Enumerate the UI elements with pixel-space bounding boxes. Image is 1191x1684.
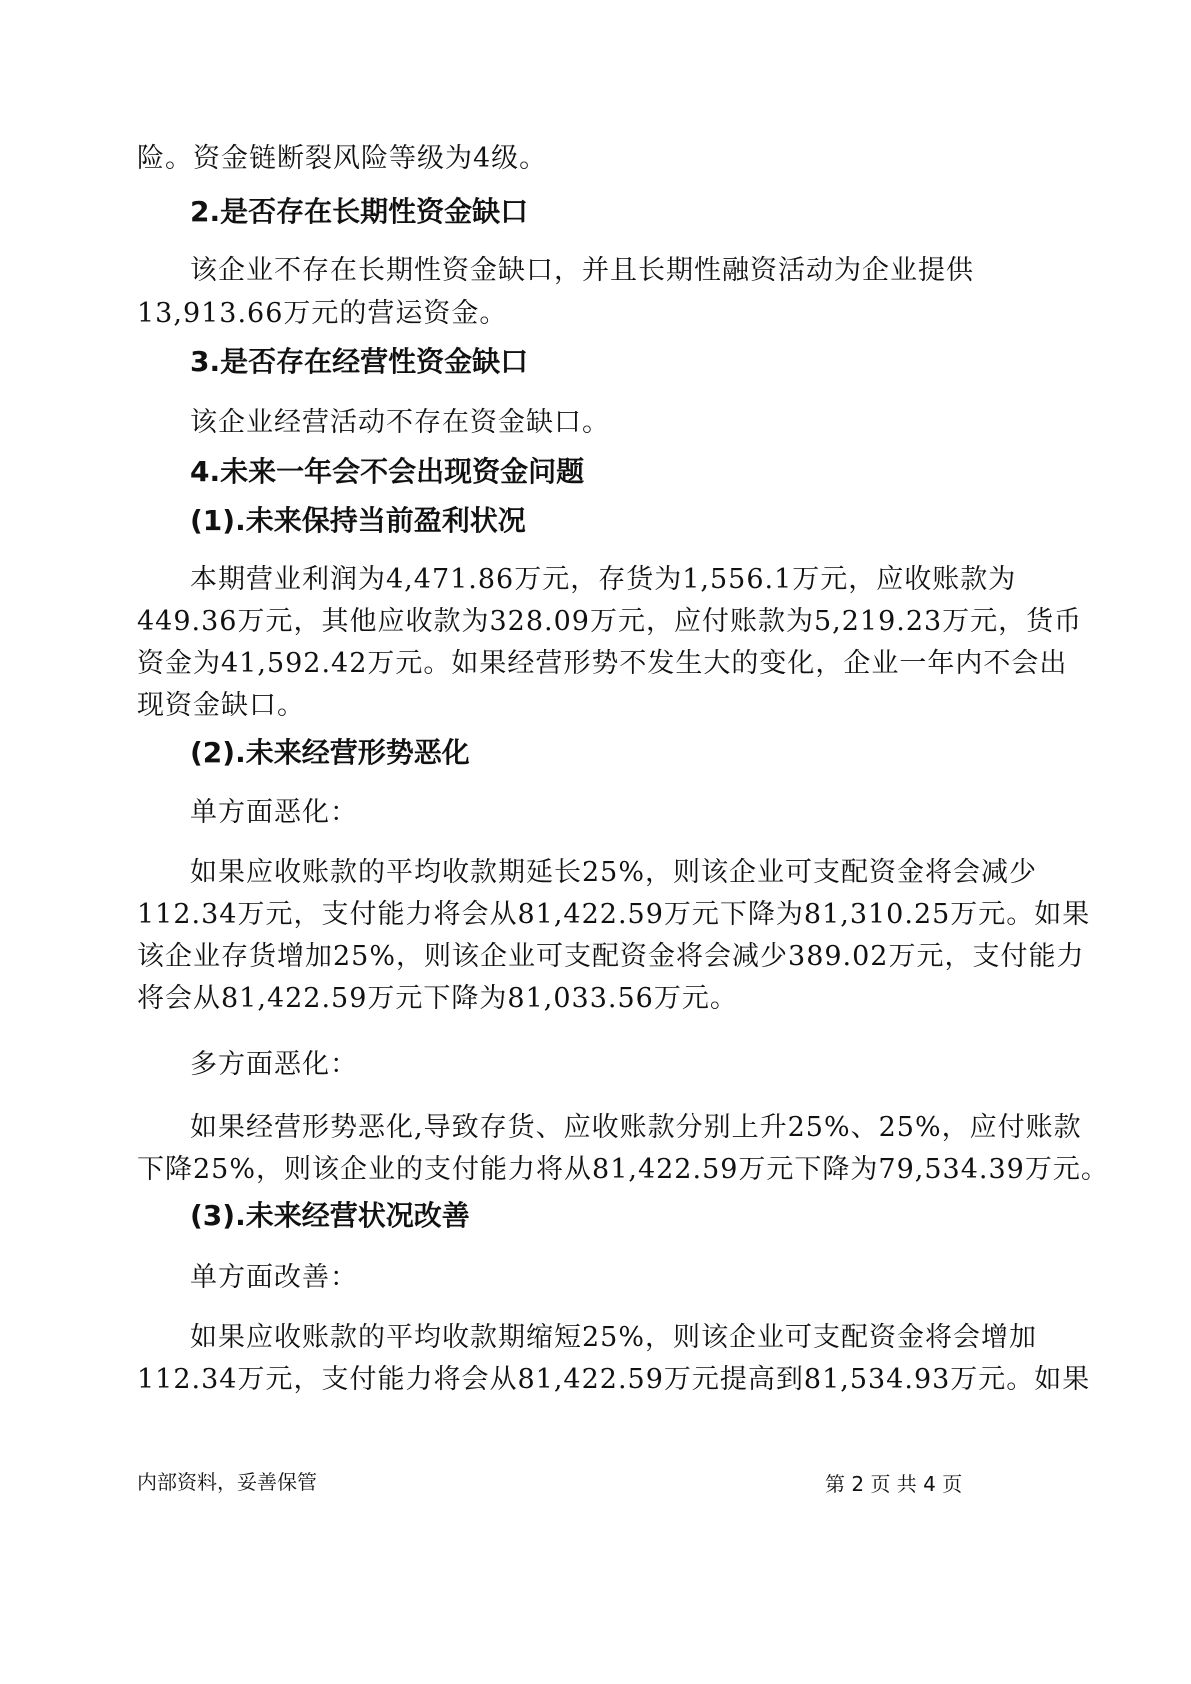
subsection-heading: (3).未来经营状况改善 — [190, 1199, 470, 1232]
text-line: 下降25%，则该企业的支付能力将从81,422.59万元下降为79,534.39万元。 — [137, 1154, 1109, 1185]
text-line: 如果经营形势恶化,导致存货、应收账款分别上升25%、25%，应付账款 — [190, 1112, 1082, 1143]
text-line: 资金为41,592.42万元。如果经营形势不发生大的变化，企业一年内不会出 — [137, 648, 1068, 679]
text-line: 单方面恶化： — [190, 797, 358, 828]
text-line: 13,913.66万元的营运资金。 — [137, 298, 508, 329]
text-line: 该企业经营活动不存在资金缺口。 — [190, 407, 610, 438]
text-line: 449.36万元，其他应收款为328.09万元，应付账款为5,219.23万元，货币 — [137, 606, 1083, 637]
text-line: 112.34万元，支付能力将会从81,422.59万元下降为81,310.25万元。如果 — [137, 899, 1091, 930]
text-line: 险。资金链断裂风险等级为4级。 — [137, 143, 548, 174]
text-line: 将会从81,422.59万元下降为81,033.56万元。 — [137, 983, 738, 1014]
text-line: 多方面恶化： — [190, 1049, 358, 1080]
subsection-heading: (2).未来经营形势恶化 — [190, 736, 470, 769]
text-line: 该企业不存在长期性资金缺口，并且长期性融资活动为企业提供 — [190, 255, 974, 286]
text-line: 现资金缺口。 — [137, 690, 305, 721]
footer-confidential-note: 内部资料，妥善保管 — [137, 1470, 317, 1494]
text-line: 单方面改善： — [190, 1262, 358, 1293]
section-heading: 2.是否存在长期性资金缺口 — [190, 195, 529, 228]
footer-page-number: 第 2 页 共 4 页 — [825, 1472, 963, 1496]
section-heading: 3.是否存在经营性资金缺口 — [190, 345, 529, 378]
text-line: 如果应收账款的平均收款期延长25%，则该企业可支配资金将会减少 — [190, 857, 1038, 888]
text-line: 112.34万元，支付能力将会从81,422.59万元提高到81,534.93万元。如果 — [137, 1364, 1091, 1395]
text-line: 如果应收账款的平均收款期缩短25%，则该企业可支配资金将会增加 — [190, 1322, 1038, 1353]
subsection-heading: (1).未来保持当前盈利状况 — [190, 504, 526, 537]
text-line: 该企业存货增加25%，则该企业可支配资金将会减少389.02万元，支付能力 — [137, 941, 1085, 972]
text-line: 本期营业利润为4,471.86万元，存货为1,556.1万元，应收账款为 — [190, 564, 1017, 595]
section-heading: 4.未来一年会不会出现资金问题 — [190, 455, 585, 488]
